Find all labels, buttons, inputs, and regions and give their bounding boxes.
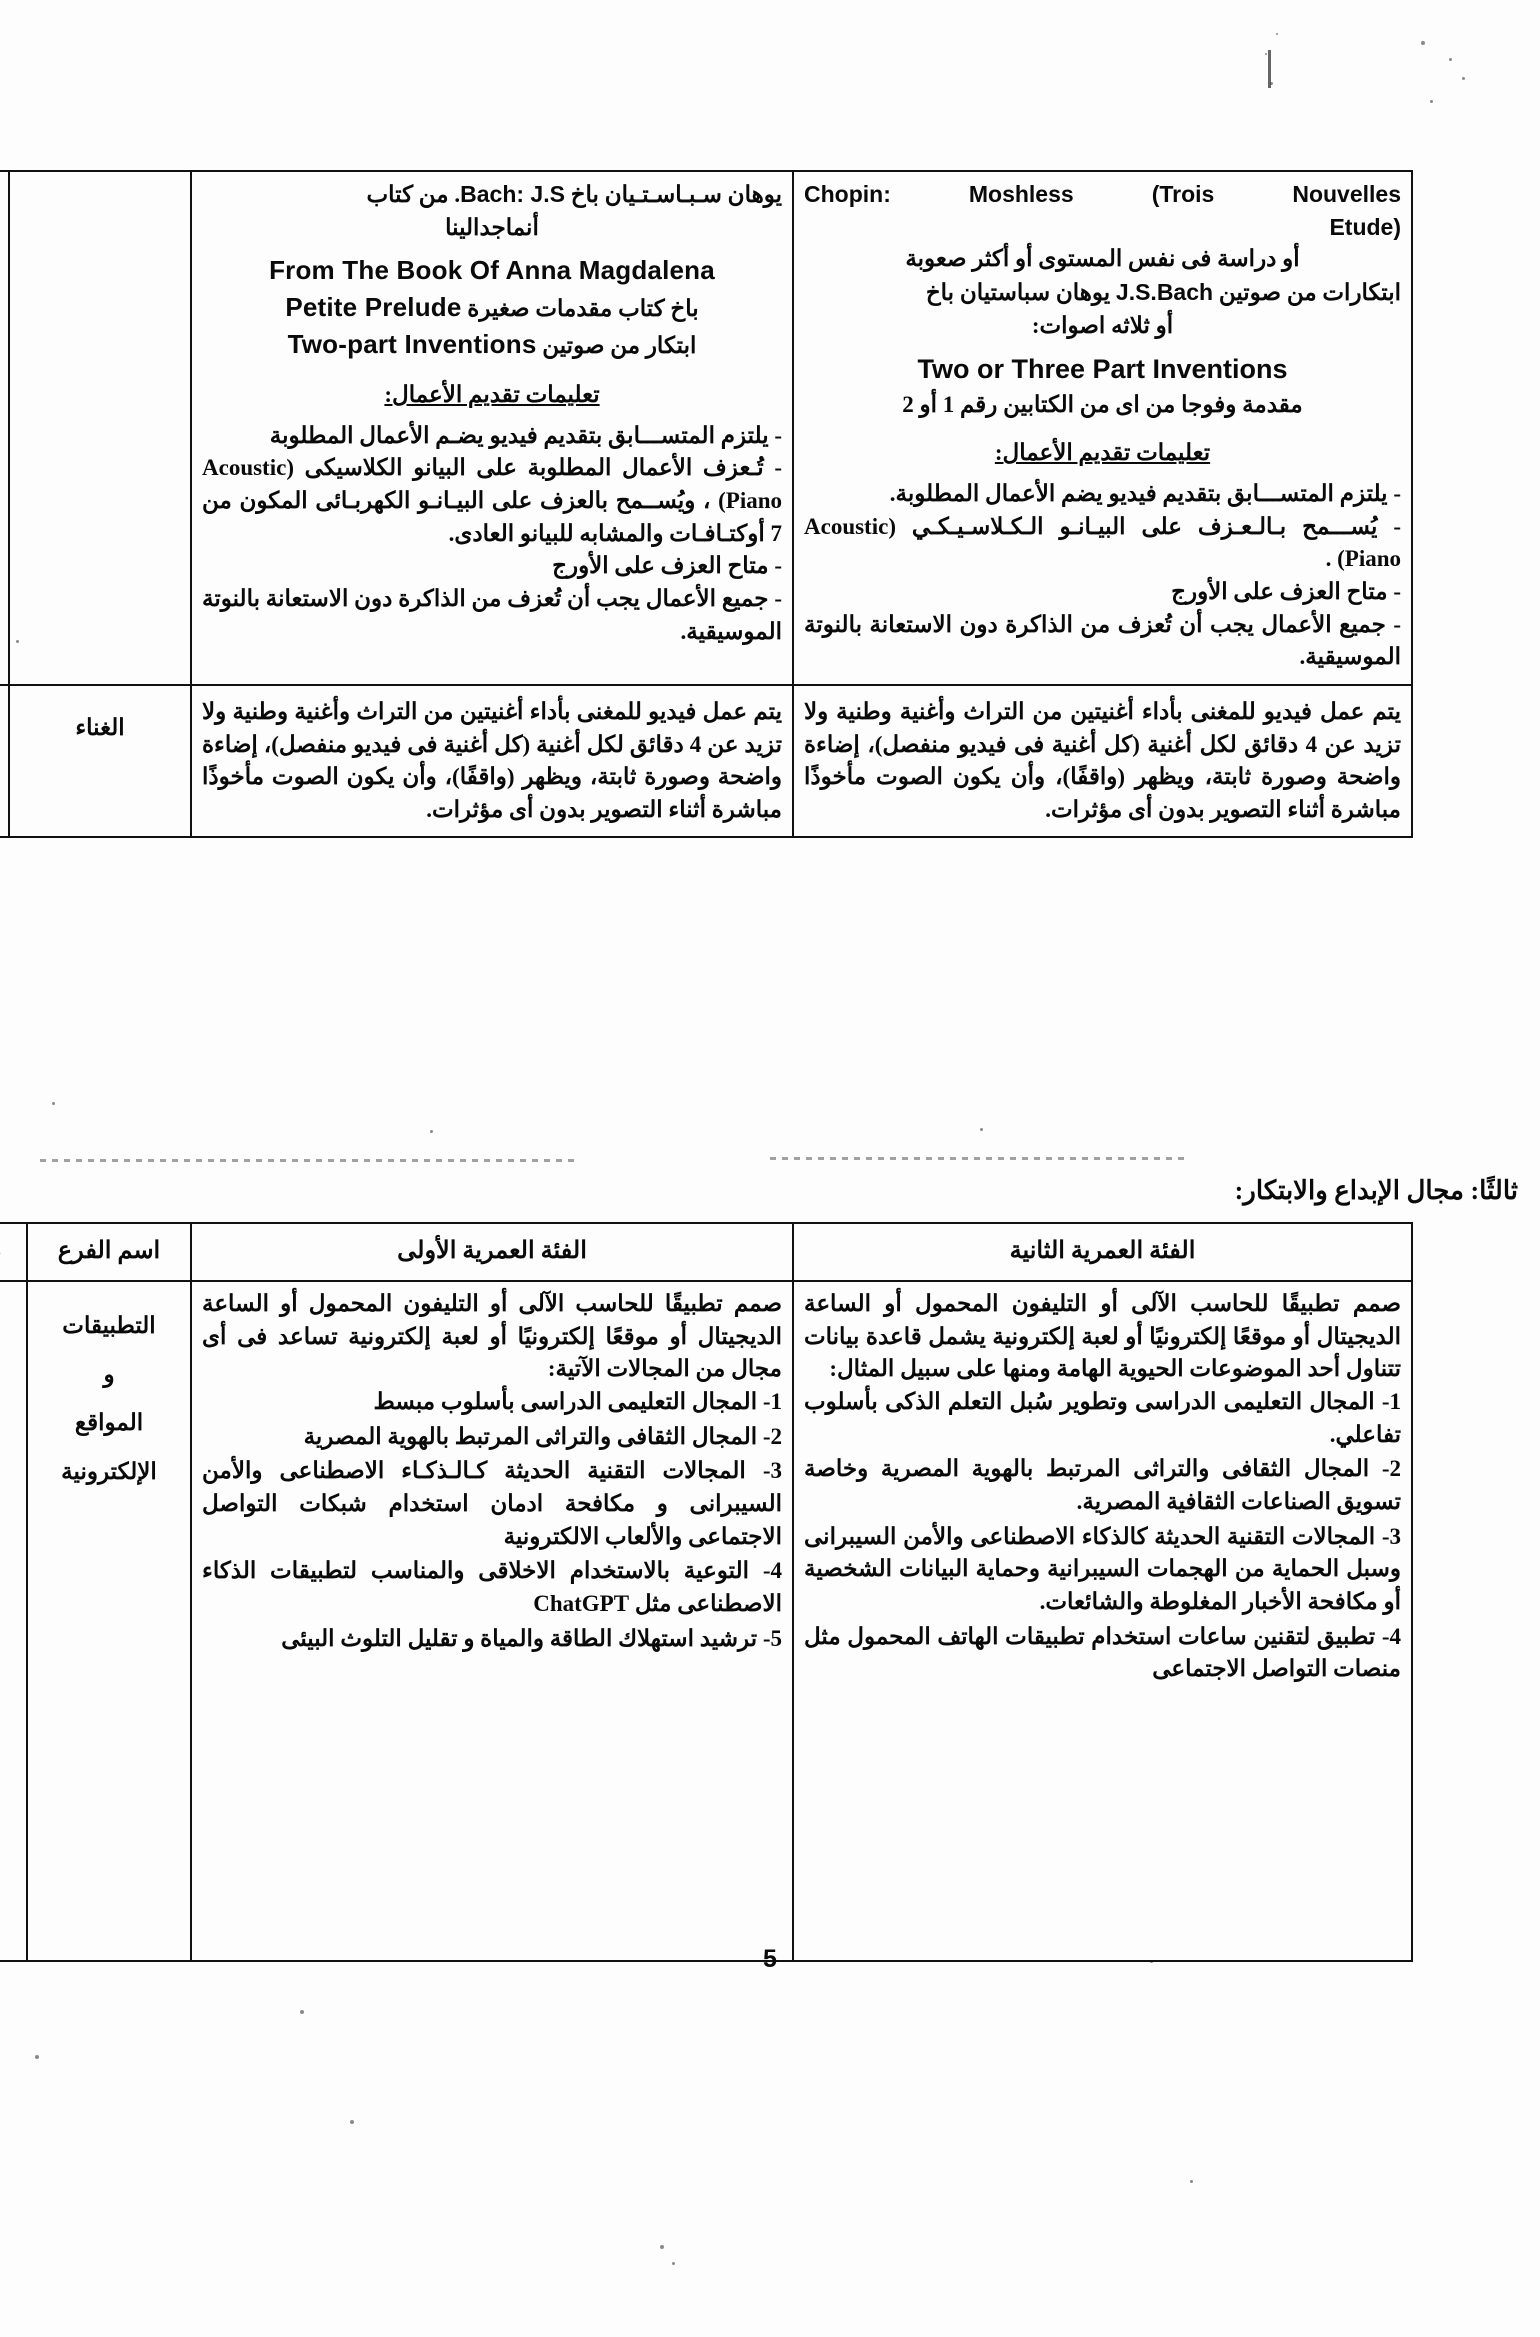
scan-speck xyxy=(1421,41,1425,45)
scan-speck xyxy=(1265,53,1267,55)
piano1-instruction-item: - تُـعزف الأعمال المطلوبة على البيانو الكلاسيكى (Acoustic Piano) ، ويُســمح بالعزف على البيـانـو الكهربـائى المكون من 7 أوكتـافـات والمشابه للبيانو العادى. xyxy=(202,455,782,546)
apps1-item-list xyxy=(202,1386,782,1655)
table-row xyxy=(0,171,1412,685)
piano1-work-line-en-1: From The Book Of Anna Magdalena xyxy=(269,255,715,286)
piano1-l3-en: Petite Prelude xyxy=(285,292,462,323)
page-number: 5 xyxy=(763,1945,777,1973)
branch-line: التطبيقات xyxy=(62,1313,156,1339)
list-item: 3- المجالات التقنية الحديثة كـالـذكـاء الاصطناعى والأمن السيبرانى و مكافحة ادمان استخدام شبكات التواصل الاجتماعى والألعاب الالكترونية xyxy=(202,1458,782,1549)
scan-speck xyxy=(1430,100,1433,103)
list-item: 1- المجال التعليمى الدراسى بأسلوب مبسط xyxy=(373,1389,782,1415)
cell-branch-singing: الغناء xyxy=(9,685,191,838)
piano2-instruction-item: - متاح العزف على الأورج xyxy=(1171,578,1401,604)
piano1-work-line-3 xyxy=(202,289,782,326)
header-branch-name: اسم الفرع xyxy=(27,1223,191,1281)
scan-speck xyxy=(350,2120,354,2124)
cell-age-category-two-piano xyxy=(793,171,1412,685)
list-item: 4- تطبيق لتقنين ساعات استخدام تطبيقات الهاتف المحمول مثل منصات التواصل الاجتماعى xyxy=(804,1623,1401,1682)
apps2-intro: صمم تطبيقًا للحاسب الآلى أو التليفون المحمول أو الساعة الديجيتال أو موقعًا إلكترونيًا أو لعبة إلكترونية يشمل قاعدة بيانات تتناول أحد الموضوعات الحيوية الهامة ومنها على سبيل المثال: xyxy=(804,1291,1401,1382)
piano2-work-line-en-2: Etude) xyxy=(1329,213,1401,240)
table-row xyxy=(0,1281,1412,1961)
piano1-l1-name: يوهان سـبـاسـتـيان باخ xyxy=(570,182,782,207)
piano1-work-line-4 xyxy=(202,326,782,363)
header-age-category-two: الفئة العمرية الثانية xyxy=(793,1223,1412,1281)
cell-number-apps xyxy=(0,1281,27,1961)
table-row xyxy=(0,685,1412,838)
piano1-instruction-item: - يلتزم المتســـابق بتقديم فيديو يضـم الأعمال المطلوبة xyxy=(269,422,782,448)
list-item: 2- المجال الثقافى والتراثى المرتبط بالهوية المصرية xyxy=(303,1423,782,1449)
table-two-container xyxy=(18,1222,1413,1962)
piano2-work-line-ar-3: أو ثلاثه اصوات: xyxy=(1031,312,1174,338)
branch-line: و xyxy=(103,1361,115,1387)
piano1-l4-en: Two-part Inventions xyxy=(287,329,537,360)
list-item: 5- ترشيد استهلاك الطاقة والمياة و تقليل التلوث البيئى xyxy=(281,1625,782,1651)
scan-speck xyxy=(430,1130,433,1133)
scan-speck xyxy=(1449,58,1452,61)
piano1-l1-suffix: . من كتاب xyxy=(366,182,461,207)
table-header-row xyxy=(0,1223,1412,1281)
scan-speck xyxy=(1462,77,1465,80)
apps1-intro: صمم تطبيقًا للحاسب الآلى أو التليفون المحمول أو الساعة الديجيتال أو موقعًا إلكترونيًا أو لعبة إلكترونية تساعد فى أى مجال من المجالات الآتية: xyxy=(202,1291,782,1382)
piano1-instruction-item: - متاح العزف على الأورج xyxy=(552,553,782,579)
cell-number-singing xyxy=(0,685,9,838)
table-one-container xyxy=(18,170,1413,838)
scan-speck xyxy=(980,1128,983,1131)
header-number xyxy=(0,1223,27,1281)
piano2-ar2-en: J.S.Bach xyxy=(1115,278,1214,305)
scan-speck xyxy=(1190,2180,1193,2183)
competition-table-innovation xyxy=(0,1222,1413,1962)
piano2-work-line-ar-2 xyxy=(804,276,1401,310)
piano1-work-line-1 xyxy=(202,178,782,212)
scan-speck xyxy=(35,2055,39,2059)
piano2-work-line-ar-1: أو دراسة فى نفس المستوى أو أكثر صعوبة xyxy=(905,246,1300,272)
piano1-instruction-item: - جميع الأعمال يجب أن تُعزف من الذاكرة دون الاستعانة بالنوتة الموسيقية. xyxy=(202,585,782,644)
list-item: 2- المجال الثقافى والتراثى المرتبط بالهوية المصرية وخاصة تسويق الصناعات الثقافية المصرية. xyxy=(804,1456,1401,1515)
piano2-ar2-name: يوهان سباستيان باخ xyxy=(925,279,1111,305)
piano2-instructions-title: تعليمات تقديم الأعمال: xyxy=(994,440,1211,466)
cell-age-category-one-apps xyxy=(191,1281,793,1961)
piano2-instruction-item: - جميع الأعمال يجب أن تُعزف من الذاكرة دون الاستعانة بالنوتة الموسيقية. xyxy=(804,611,1401,670)
list-item: 3- المجالات التقنية الحديثة كالذكاء الاصطناعى والأمن السيبرانى وسبل الحماية من الهجمات السيبرانية وحماية البيانات الشخصية أو مكافحة الأخبار المغلوطة والشائعات. xyxy=(804,1523,1401,1614)
header-age-category-one: الفئة العمرية الأولى xyxy=(191,1223,793,1281)
scan-artifact-line xyxy=(40,1159,580,1162)
cell-branch-piano xyxy=(9,171,191,685)
piano2-work-line-en-3: Two or Three Part Inventions xyxy=(917,354,1288,385)
scan-speck xyxy=(660,2245,664,2249)
competition-table-music xyxy=(0,170,1413,838)
piano1-work-line-2: أنماجدالينا xyxy=(445,214,539,240)
piano2-instruction-item: - يُســـمح بـالـعـزف على البيـانـو الـكـلاسـيـكـي (Acoustic Piano) . xyxy=(804,513,1401,572)
cell-age-category-two-singing: يتم عمل فيديو للمغنى بأداء أغنيتين من التراث وأغنية وطنية ولا تزيد عن 4 دقائق لكل أغنية (كل أغنية فى فيديو منفصل)، إضاءة واضحة وصورة ثابتة، ويظهر (واقفًا)، وأن يكون الصوت مأخوذًا مباشرة أثناء التصوير بدون أى مؤثرات. xyxy=(793,685,1412,838)
scan-speck xyxy=(672,2262,675,2265)
cell-age-category-one-piano xyxy=(191,171,793,685)
piano2-instruction-item: - يلتزم المتســـابق بتقديم فيديو يضم الأعمال المطلوبة. xyxy=(889,480,1401,506)
scan-artifact-line xyxy=(1268,50,1271,88)
apps2-item-list xyxy=(804,1386,1401,1686)
piano1-l1-en: Bach: J.S xyxy=(460,181,565,207)
piano2-work-line-ar-4: مقدمة وفوجا من اى من الكتابين رقم 1 أو 2 xyxy=(902,391,1303,417)
cell-number-piano xyxy=(0,171,9,685)
cell-branch-apps xyxy=(27,1281,191,1961)
piano2-ar2-prefix: ابتكارات من صوتين xyxy=(1218,279,1401,305)
piano1-l3-prefix: باخ كتاب مقدمات صغيرة xyxy=(467,296,699,322)
piano1-l4-prefix: ابتكار من صوتين xyxy=(542,333,697,359)
branch-line: المواقع xyxy=(74,1410,144,1436)
scan-speck xyxy=(1276,33,1278,35)
piano2-work-line-en-1: Chopin: Moshless (Trois Nouvelles xyxy=(804,181,1401,207)
cell-age-category-one-singing: يتم عمل فيديو للمغنى بأداء أغنيتين من التراث وأغنية وطنية ولا تزيد عن 4 دقائق لكل أغنية (كل أغنية فى فيديو منفصل)، إضاءة واضحة وصورة ثابتة، ويظهر (واقفًا)، وأن يكون الصوت مأخوذًا مباشرة أثناء التصوير بدون أى مؤثرات. xyxy=(191,685,793,838)
section-heading: ثالثًا: مجال الإبداع والابتكار: xyxy=(1234,1176,1518,1205)
piano1-instructions-title: تعليمات تقديم الأعمال: xyxy=(384,382,600,408)
scan-speck xyxy=(52,1102,55,1105)
branch-line: الإلكترونية xyxy=(61,1459,157,1485)
scan-artifact-line xyxy=(770,1157,1190,1160)
list-item: 4- التوعية بالاستخدام الاخلاقى والمناسب لتطبيقات الذكاء الاصطناعى مثل ChatGPT xyxy=(202,1558,782,1616)
list-item: 1- المجال التعليمى الدراسى وتطوير سُبل التعلم الذكى بأسلوب تفاعلي. xyxy=(804,1389,1401,1447)
scan-speck xyxy=(300,2010,304,2014)
cell-age-category-two-apps xyxy=(793,1281,1412,1961)
